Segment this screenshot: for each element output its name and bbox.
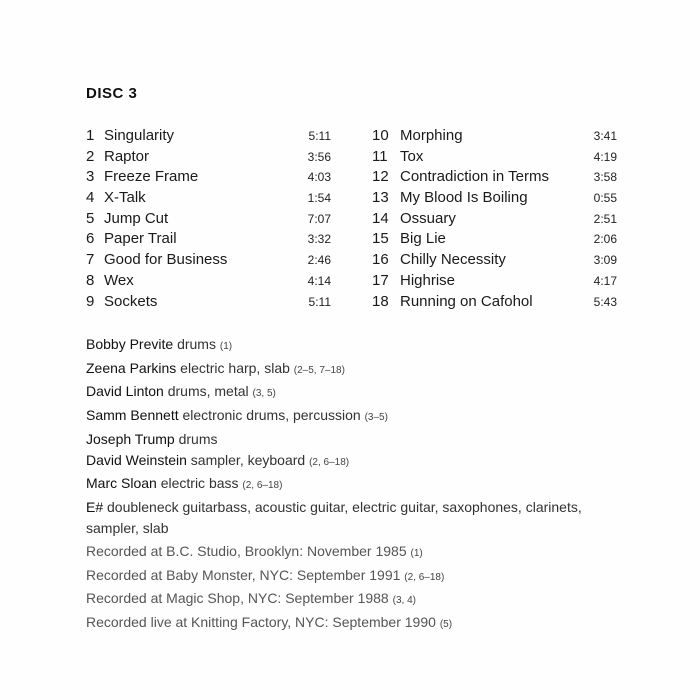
- recording-tracks: (5): [439, 619, 453, 631]
- musician-role: sampler, keyboard: [190, 451, 306, 468]
- track-row: [372, 271, 617, 292]
- credit-line: [86, 473, 626, 497]
- track-title: Good for Business: [104, 251, 228, 269]
- track-title: Chilly Necessity: [400, 251, 506, 269]
- recording-tracks: (1): [410, 548, 423, 559]
- track-number: 7: [86, 251, 95, 269]
- personnel-credits: [86, 334, 626, 538]
- track-row: [372, 147, 617, 168]
- track-number: 4: [86, 189, 95, 207]
- track-row: [372, 292, 617, 313]
- track-number: 12: [372, 168, 389, 186]
- track-row: [86, 209, 331, 230]
- track-duration: 4:03: [307, 170, 331, 185]
- track-number: 1: [86, 127, 95, 144]
- musician-name: David Linton: [86, 383, 164, 400]
- track-duration: 2:06: [593, 232, 617, 247]
- credit-tracks: (2–5, 7–18): [293, 364, 345, 376]
- recording-text: Recorded live at Knitting Factory, NYC: September 1990: [86, 614, 436, 631]
- credit-tracks: (3, 5): [252, 388, 276, 400]
- musician-name: Zeena Parkins: [86, 359, 177, 376]
- track-row: [86, 126, 331, 147]
- track-title: Ossuary: [400, 209, 456, 227]
- track-number: 2: [86, 147, 95, 165]
- credit-tracks: (3–5): [364, 412, 388, 424]
- track-row: [372, 126, 617, 147]
- track-duration: 4:17: [593, 273, 617, 288]
- musician-role: electric bass: [160, 475, 239, 492]
- track-row: [86, 188, 331, 209]
- tracklist-left-column: [86, 126, 331, 312]
- track-number: 6: [86, 230, 95, 248]
- track-duration: 1:54: [307, 191, 331, 206]
- track-row: [372, 229, 617, 250]
- musician-name: Samm Bennett: [86, 407, 179, 424]
- track-row: [86, 250, 331, 271]
- credit-line: [86, 450, 626, 474]
- track-row: [372, 167, 617, 188]
- track-number: 9: [86, 292, 95, 310]
- credit-line: [86, 381, 626, 405]
- track-duration: 2:46: [307, 253, 331, 268]
- track-title: Big Lie: [400, 230, 446, 248]
- track-title: Freeze Frame: [104, 168, 199, 186]
- musician-name: Joseph Trump: [86, 430, 175, 447]
- track-duration: 4:19: [593, 149, 617, 164]
- track-duration: 4:14: [307, 273, 331, 288]
- track-title: X-Talk: [104, 189, 146, 207]
- track-title: Sockets: [104, 292, 158, 310]
- track-number: 11: [372, 147, 388, 165]
- track-duration: 5:11: [308, 294, 331, 309]
- track-number: 15: [372, 230, 389, 248]
- track-title: Morphing: [400, 127, 463, 144]
- recording-tracks: (3, 4): [392, 595, 416, 607]
- track-row: [86, 167, 331, 188]
- track-title: Wex: [104, 271, 134, 289]
- track-title: Raptor: [104, 147, 150, 165]
- track-number: 8: [86, 271, 95, 289]
- track-title: Highrise: [400, 271, 456, 289]
- track-row: [86, 147, 331, 168]
- musician-role: electronic drums, percussion: [182, 407, 361, 424]
- track-number: 16: [372, 251, 389, 269]
- track-number: 13: [372, 189, 389, 207]
- credit-tracks: (1): [219, 341, 233, 352]
- track-title: My Blood Is Boiling: [400, 189, 528, 207]
- track-row: [86, 229, 331, 250]
- track-title: Paper Trail: [104, 230, 177, 248]
- track-title: Running on Cafohol: [400, 292, 533, 310]
- track-duration: 5:43: [593, 294, 617, 309]
- track-title: Tox: [400, 147, 424, 165]
- track-duration: 3:58: [593, 170, 617, 185]
- recording-line: [86, 565, 452, 589]
- musician-name: E#: [86, 498, 104, 515]
- musician-role: drums: [177, 336, 216, 352]
- track-number: 5: [86, 209, 95, 227]
- track-duration: 0:55: [593, 191, 617, 206]
- track-title: Singularity: [104, 127, 175, 144]
- recording-line: [86, 612, 452, 636]
- credit-tracks: (2, 6–18): [242, 480, 283, 492]
- track-duration: 3:09: [593, 253, 617, 268]
- track-duration: 3:41: [593, 129, 617, 143]
- track-title: Jump Cut: [104, 209, 169, 227]
- disc-title: DISC 3: [86, 85, 138, 102]
- musician-role: drums: [178, 430, 218, 447]
- credit-line: [86, 334, 626, 358]
- track-number: 14: [372, 209, 389, 227]
- track-row: [86, 271, 331, 292]
- track-row: [372, 250, 617, 271]
- musician-name: Bobby Previte: [86, 336, 174, 352]
- recording-text: Recorded at Baby Monster, NYC: September 1991: [86, 566, 401, 583]
- track-row: [372, 188, 617, 209]
- credit-tracks: (2, 6–18): [309, 456, 350, 468]
- recording-text: Recorded at B.C. Studio, Brooklyn: November 1985: [86, 543, 407, 559]
- musician-role: doubleneck guitarbass, acoustic guitar, electric guitar, saxophones, clarinets, sampler, slab: [86, 498, 582, 536]
- track-title: Contradiction in Terms: [400, 168, 549, 186]
- recording-info: [86, 541, 452, 636]
- tracklist-right-column: [372, 126, 617, 312]
- track-number: 17: [372, 271, 389, 289]
- track-duration: 7:07: [307, 211, 331, 226]
- track-duration: 5:11: [308, 129, 331, 143]
- musician-role: drums, metal: [167, 383, 249, 400]
- track-duration: 3:56: [307, 149, 331, 164]
- track-row: [372, 209, 617, 230]
- track-number: 3: [86, 168, 95, 186]
- track-number: 10: [372, 127, 389, 144]
- credit-line: [86, 358, 626, 382]
- musician-role: electric harp, slab: [180, 359, 290, 376]
- credit-line: [86, 405, 626, 429]
- recording-text: Recorded at Magic Shop, NYC: September 1988: [86, 590, 389, 607]
- track-duration: 2:51: [593, 211, 617, 226]
- track-number: 18: [372, 292, 389, 310]
- recording-tracks: (2, 6–18): [404, 571, 445, 583]
- track-duration: 3:32: [307, 232, 331, 247]
- track-row: [86, 292, 331, 313]
- credit-line: [86, 497, 626, 538]
- musician-name: David Weinstein: [86, 451, 187, 468]
- credit-line: [86, 429, 626, 450]
- recording-line: [86, 588, 452, 612]
- musician-name: Marc Sloan: [86, 475, 157, 492]
- recording-line: [86, 541, 452, 565]
